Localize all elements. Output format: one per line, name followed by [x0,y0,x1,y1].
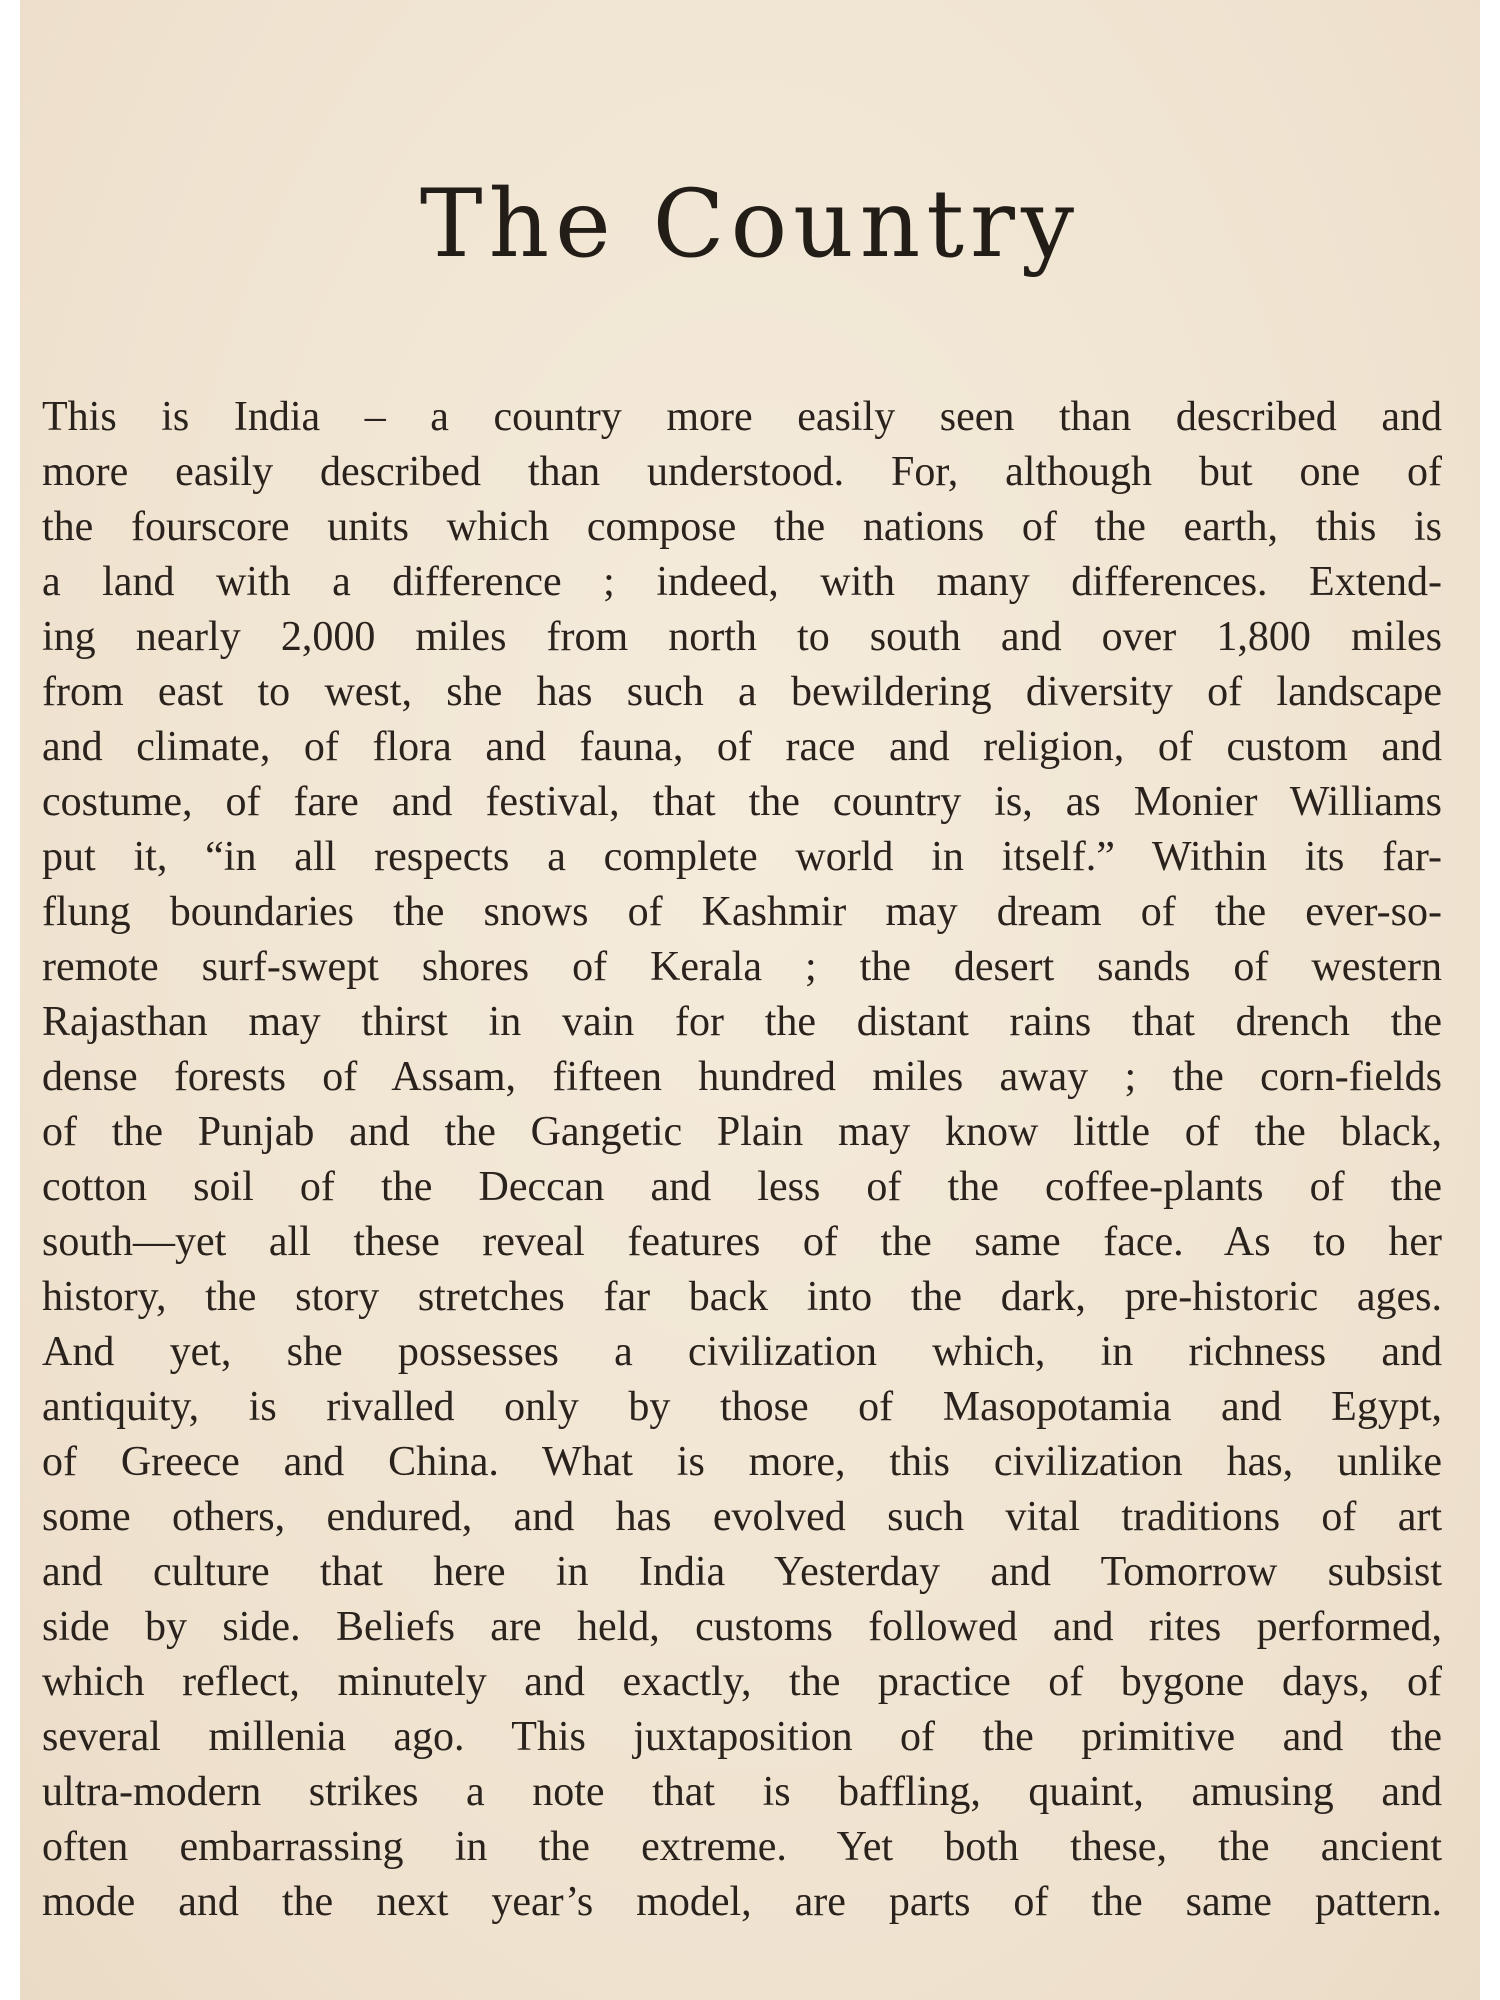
book-page [20,0,1480,2000]
text-line: of Greece and China. What is more, this civilization has, unlike [42,1439,1442,1485]
text-line: remote surf-swept shores of Kerala ; the desert sands of western [42,944,1442,990]
text-line: which reflect, minutely and exactly, the practice of bygone days, of [42,1659,1442,1705]
text-line: the fourscore units which compose the nations of the earth, this is [42,504,1442,550]
body-paragraph [42,390,1442,1930]
text-line: several millenia ago. This juxtaposition of the primitive and the [42,1714,1442,1760]
text-line: some others, endured, and has evolved such vital traditions of art [42,1494,1442,1540]
text-line: Rajasthan may thirst in vain for the distant rains that drench the [42,999,1442,1045]
text-line: a land with a difference ; indeed, with many differences. Extend- [42,559,1442,605]
text-line: from east to west, she has such a bewildering diversity of landscape [42,669,1442,715]
text-line: and culture that here in India Yesterday and Tomorrow subsist [42,1549,1442,1595]
text-line: antiquity, is rivalled only by those of Masopotamia and Egypt, [42,1384,1442,1430]
text-line: cotton soil of the Deccan and less of the coffee-plants of the [42,1164,1442,1210]
text-line: often embarrassing in the extreme. Yet both these, the ancient [42,1824,1442,1870]
text-line: mode and the next year’s model, are parts of the same pattern. [42,1879,1442,1925]
text-line: This is India – a country more easily seen than described and [42,394,1442,440]
text-line: of the Punjab and the Gangetic Plain may know little of the black, [42,1109,1442,1155]
text-line: costume, of fare and festival, that the country is, as Monier Williams [42,779,1442,825]
text-line: put it, “in all respects a complete world in itself.” Within its far- [42,834,1442,880]
text-line: ing nearly 2,000 miles from north to south and over 1,800 miles [42,614,1442,660]
text-line: And yet, she possesses a civilization which, in richness and [42,1329,1442,1375]
text-line: side by side. Beliefs are held, customs followed and rites performed, [42,1604,1442,1650]
text-line: flung boundaries the snows of Kashmir may dream of the ever-so- [42,889,1442,935]
text-line: south—yet all these reveal features of the same face. As to her [42,1219,1442,1265]
text-line: dense forests of Assam, fifteen hundred miles away ; the corn-fields [42,1054,1442,1100]
text-line: history, the story stretches far back into the dark, pre-historic ages. [42,1274,1442,1320]
text-line: more easily described than understood. For, although but one of [42,449,1442,495]
text-line: ultra-modern strikes a note that is baffling, quaint, amusing and [42,1769,1442,1815]
text-line: and climate, of flora and fauna, of race and religion, of custom and [42,724,1442,770]
page-title: The Country [419,170,1081,279]
